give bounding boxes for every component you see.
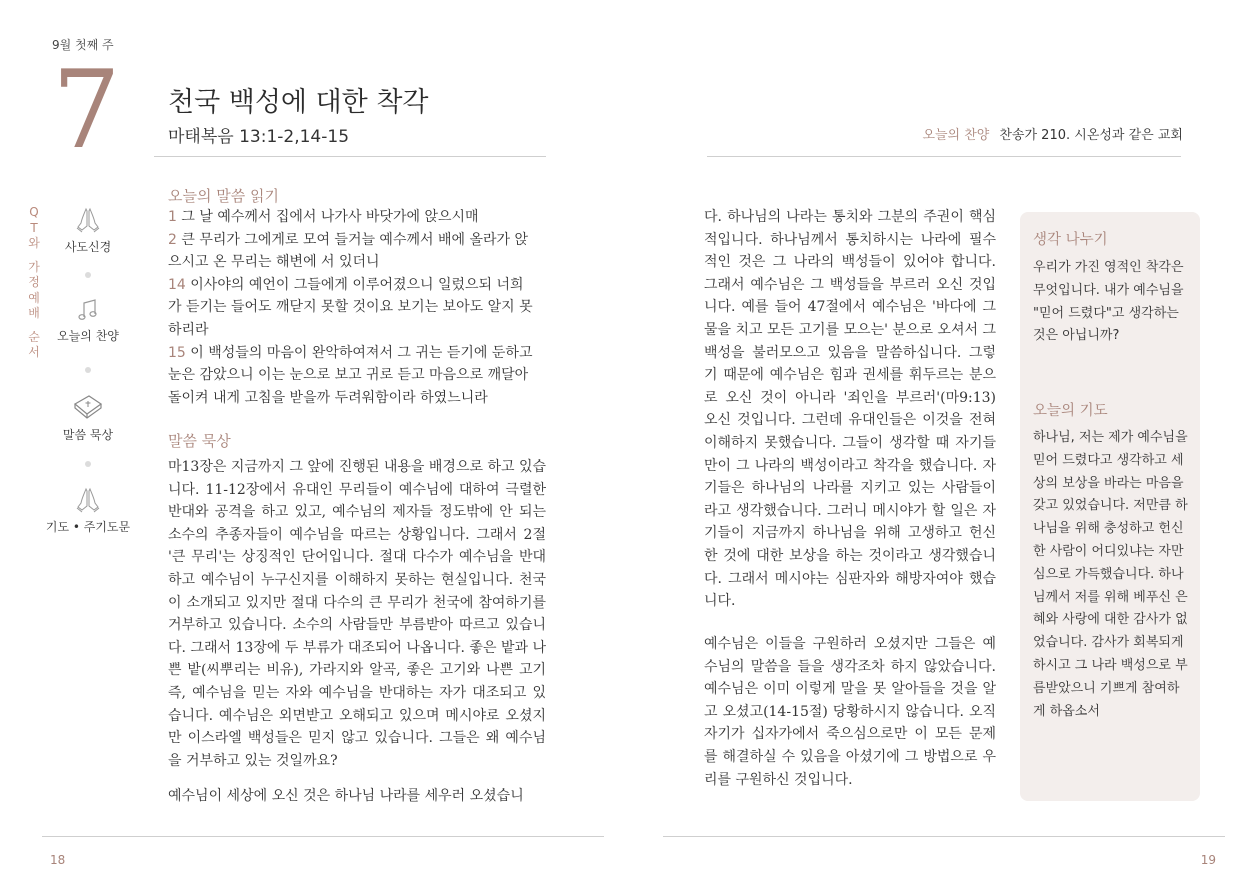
meditation-paragraph-3: 다. 하나님의 나라는 통치와 그분의 주권이 핵심적입니다. 하나님께서 통치하시는 나라에 필수적인 것은 그 나라의 백성들이 있어야 합니다. 그래서 예수님은 그 백성들을 부르러 오신 것입니다. 예를 들어 47절에서 예수님은 '바다에 그물을 치고 모든 고기를 모으는' 분으로 오셔서 그 백성을 불러모으고 있음을 말씀하십니다. 그렇기 때문에 예수님은 힘과 권세를 휘두르는 분으로 오신 것이 아니라 '죄인을 부르러'(마9:13) 오신 것입니다. 그런데 유대인들은 이것을 전혀 이해하지 못했습니다. 그들이 생각할 때 자기들만이 그 나라의 백성이라고 착각을 했습니다. 자기들은 하나님의 나라를 지키고 있는 사람들이라고 생각했습니다. 그러니 메시야가 할 일은 자기들이 지금까지 하나님을 위해 고생하고 헌신한 것에 대한 보상을 하는 것이라고 생각했습니다. 그래서 메시야는 심판자와 해방자여야 했습니다.	[704, 209, 996, 610]
vtab-char: T	[30, 220, 38, 235]
reflection-box	[1020, 212, 1200, 801]
footer-divider-left	[42, 836, 604, 837]
todays-praise	[922, 124, 1183, 143]
meditation-paragraph-1: 마13장은 지금까지 그 앞에 진행된 내용을 배경으로 하고 있습니다. 11-12장에서 유대인 무리들이 예수님에 대하여 극렬한 반대와 공격을 하고 있고, 예수님의 제자들 정도밖에 안 되는 소수의 추종자들이 예수님을 따르는 상황입니다. 그래서 2절 '큰 무리'는 상징적인 단어입니다. 절대 다수가 예수님을 반대하고 예수님이 누구신지를 이해하지 못하는 현실입니다. 천국이 소개되고 있지만 절대 다수의 큰 무리가 천국에 참여하기를 거부하고 있습니다. 소수의 사람들만 부름받아 따르고 있습니다. 그래서 13장에 두 부류가 대조되어 나옵니다. 좋은 밭과 나쁜 밭(씨뿌리는 비유), 가라지와 알곡, 좋은 고기와 나쁜 고기 즉, 예수님을 믿는 자와 예수님을 반대하는 자가 대조되고 있습니다. 예수님은 외면받고 오해되고 있으며 메시야로 오셨지만 이스라엘 백성들은 믿지 않고 있습니다. 그들은 왜 예수님을 거부하고 있는 것일까요?	[168, 459, 546, 769]
vtab-char: 와	[28, 236, 40, 250]
verse-number: 15	[168, 344, 186, 361]
verse-1	[168, 206, 548, 229]
praise-song: 찬송가 210. 시온성과 같은 교회	[999, 128, 1183, 143]
page-title: 천국 백성에 대한 착각	[168, 87, 429, 118]
verse-text: 가 듣기는 들어도 깨닫지 못할 것이요 보기는 보아도 알지 못	[168, 299, 533, 316]
verse-14	[168, 274, 548, 297]
page-number-right: 19	[1200, 853, 1216, 867]
prayer-text: 하나님, 저는 제가 예수님을 믿어 드렸다고 생각하고 세상의 보상을 바라는 마음을 갖고 있었습니다. 저만큼 하나님을 위해 충성하고 헌신한 사람이 어디있냐는 자만심으로 가득했습니다. 하나님께서 저를 위해 베푸신 은혜와 사랑에 대한 감사가 없었습니다. 감사가 회복되게 하시고 그 나라 백성으로 부름받았으니 기쁘게 참여하게 하옵소서	[1033, 430, 1188, 719]
nav-label: 말씀 묵상	[62, 428, 114, 442]
meditation-paragraph-4: 예수님은 이들을 구원하러 오셨지만 그들은 예수님의 말씀을 들을 생각조차 하지 않았습니다. 예수님은 이미 이렇게 말을 못 알아들을 것을 알고 오셨고(14-15절) 당황하시지 않습니다. 오직 자기가 십자가에서 죽으심으로만 이 모든 문제를 해결하실 수 있음을 아셨기에 그 방법으로 우리를 구원하신 것입니다.	[704, 636, 996, 788]
day-number: 7	[52, 48, 121, 173]
verse-text: 으시고 온 무리는 해변에 서 있더니	[168, 254, 380, 271]
page-number-left: 18	[50, 853, 66, 867]
verse-text: 하리라	[168, 321, 209, 338]
vtab-char: 서	[28, 345, 40, 359]
verse-number: 1	[168, 209, 177, 225]
vtab-char: 배	[28, 306, 40, 320]
praise-label: 오늘의 찬양	[922, 128, 990, 143]
vtab-char: 정	[28, 275, 40, 289]
vtab-char: 예	[28, 290, 40, 305]
footer-divider-right	[663, 836, 1225, 837]
scripture-reference: 마태복음 13:1-2,14-15	[168, 127, 350, 147]
verse-number: 14	[168, 276, 186, 293]
nav-separator-dot	[85, 272, 91, 278]
header-divider-left	[154, 156, 546, 157]
verse-text: 돌이켜 내게 고침을 받을까 두려워함이라 하였느니라	[168, 389, 488, 406]
nav-item-apostles-creed	[28, 206, 148, 255]
nav-label: 오늘의 찬양	[57, 329, 119, 343]
verse-2	[168, 229, 548, 252]
nav-label: 사도신경	[64, 240, 112, 254]
nav-separator-dot	[85, 461, 91, 467]
music-note-icon	[73, 297, 103, 323]
vtab-char: Q	[29, 205, 39, 219]
praying-hands-icon	[73, 486, 103, 514]
prayer-heading: 오늘의 기도	[1033, 403, 1108, 419]
verse-text: 이 백성들의 마음이 완악하여져서 그 귀는 듣기에 둔하고	[190, 344, 533, 361]
verse-15	[168, 342, 548, 365]
nav-separator-dot	[85, 367, 91, 373]
nav-item-prayer	[28, 486, 148, 535]
verse-text: 이사야의 예언이 그들에게 이루어졌으니 일렀으되 너희	[190, 276, 524, 293]
bible-icon	[71, 392, 105, 422]
week-label: 9월 첫째 주	[52, 38, 114, 52]
nav-label: 기도 • 주기도문	[45, 520, 131, 534]
verse-text: 눈은 감았으니 이는 눈으로 보고 귀로 듣고 마음으로 깨달아	[168, 367, 529, 384]
nav-item-meditation	[28, 392, 148, 443]
share-heading: 생각 나누기	[1033, 232, 1108, 248]
reading-heading: 오늘의 말씀 읽기	[168, 187, 279, 205]
share-text: 우리가 가진 영적인 착각은 무엇입니다. 내가 예수님을 "믿어 드렸다"고 생각하는 것은 아닙니까?	[1033, 260, 1184, 344]
vtab-char: 가	[28, 259, 40, 274]
vtab-char: 순	[28, 329, 40, 344]
meditation-heading: 말씀 묵상	[168, 432, 231, 450]
praying-hands-icon	[73, 206, 103, 234]
verse-list	[168, 206, 548, 409]
meditation-paragraph-2: 예수님이 세상에 오신 것은 하나님 나라를 세우러 오셨습니	[168, 788, 524, 804]
verse-text: 그 날 예수께서 집에서 나가사 바닷가에 앉으시매	[181, 209, 479, 225]
header-divider-right	[707, 156, 1181, 157]
nav-item-todays-praise	[28, 297, 148, 344]
verse-number: 2	[168, 231, 177, 248]
verse-text: 큰 무리가 그에게로 모여 들거늘 예수께서 배에 올라가 앉	[181, 231, 529, 248]
